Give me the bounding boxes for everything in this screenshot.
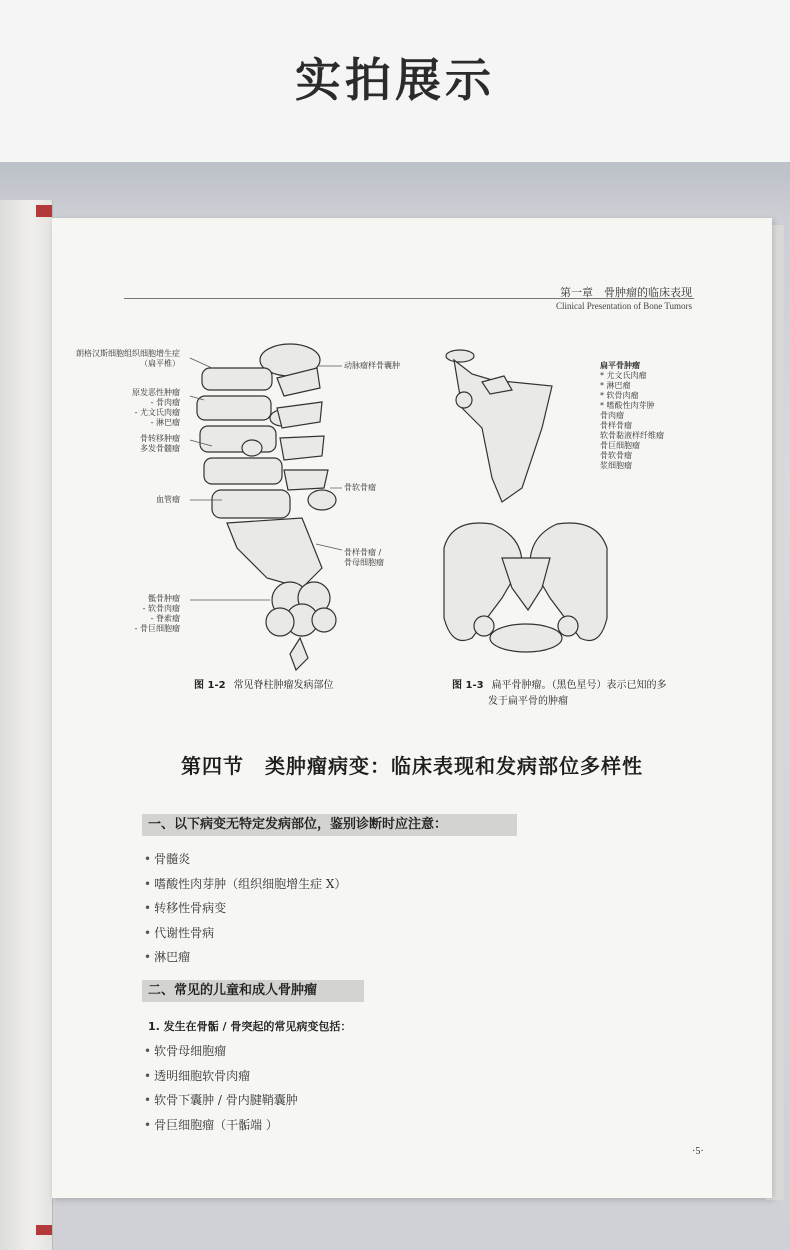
list-item: • 转移性骨病变 [144, 901, 227, 915]
star-icon: * [600, 371, 607, 380]
fig12-label: - 脊索瘤 [150, 614, 180, 623]
fig12-caption [194, 678, 334, 694]
fig13-caption [452, 678, 667, 710]
sub1-title: 一、以下病变无特定发病部位，鉴别诊断时应注意： [148, 817, 448, 832]
fig13-legend-item: 骨软骨瘤 [600, 451, 632, 460]
list-item: • 骨巨细胞瘤（干骺端 ） [144, 1117, 278, 1132]
pelvis-illustration [444, 523, 607, 652]
top-banner [0, 0, 790, 162]
book-page [52, 218, 772, 1198]
fig12-label: 骨转移肿瘤 [140, 434, 180, 443]
fig12-label: 朗格汉斯细胞组织细胞增生症 [76, 349, 180, 358]
fig12-label: - 尤文氏肉瘤 [134, 408, 180, 417]
fig13-caption-line1: 扁平骨肿瘤。（黑色星号）表示已知的多 [491, 680, 667, 691]
fig12-label-sacral [135, 594, 180, 634]
list-item: • 透明细胞软骨肉瘤 [144, 1068, 251, 1083]
star-icon: * [600, 401, 607, 410]
fig12-label: 多发骨髓瘤 [140, 444, 180, 453]
fig12-label-hemangioma [156, 495, 180, 505]
fig13-legend-item: * 软骨肉瘤 [600, 391, 639, 400]
sub2-subtitle: 1. 发生在骨骺 / 骨突起的常见病变包括： [148, 1020, 352, 1033]
page-number: ·5· [692, 1146, 704, 1157]
fig12-label: - 骨肉瘤 [150, 398, 180, 407]
fig12-label-lch [76, 349, 180, 369]
fig13-legend-item: 骨巨细胞瘤 [600, 441, 640, 450]
banner-title: 实拍展示 [295, 53, 495, 107]
table-edge [0, 162, 790, 222]
section-title: 第四节 类肿瘤病变：临床表现和发病部位多样性 [181, 754, 643, 778]
list-item: • 软骨下囊肿 / 骨内腱鞘囊肿 [144, 1093, 298, 1107]
star-icon: * [600, 391, 607, 400]
fig13-legend-item: 软骨黏液样纤维瘤 [600, 431, 664, 440]
list-item: • 代谢性骨病 [144, 925, 215, 940]
fig12-label: 骶骨肿瘤 [148, 594, 180, 603]
fig13-legend-item: * 淋巴瘤 [600, 381, 631, 390]
list-item: • 软骨母细胞瘤 [144, 1044, 227, 1058]
fig13-legend-item: * 嗜酸性肉芽肿 [600, 401, 655, 410]
fig12-label: - 软骨肉瘤 [142, 604, 180, 613]
bookmark-ribbon-bottom [36, 1225, 52, 1235]
fig12-caption-num: 图 1-2 [194, 680, 226, 691]
fig12-label-osteochondroma: 骨软骨瘤 [344, 483, 376, 492]
sub2-list [144, 1042, 298, 1140]
fig13-legend-item: 骨样骨瘤 [600, 421, 632, 430]
fig13-legend-item: 浆细胞瘤 [600, 461, 632, 470]
fig12-label-primary [132, 388, 180, 428]
header-chapter-en: Clinical Presentation of Bone Tumors [556, 301, 692, 311]
sub2-title: 二、常见的儿童和成人骨肿瘤 [148, 983, 318, 998]
fig13-legend-item: 骨肉瘤 [600, 411, 624, 420]
scapula-illustration [446, 350, 552, 502]
spine-illustration [197, 344, 336, 670]
bookmark-ribbon [36, 205, 52, 217]
fig12-label-abc: 动脉瘤样骨囊肿 [344, 361, 400, 370]
fig12-label: 骨母细胞瘤 [344, 558, 384, 567]
star-icon: * [600, 381, 607, 390]
fig12-label-osteoid [344, 548, 384, 568]
fig13-caption-num: 图 1-3 [452, 680, 484, 691]
fig12-caption-text: 常见脊柱肿瘤发病部位 [233, 680, 334, 691]
fig13-legend-title: 扁平骨肿瘤 [600, 361, 640, 370]
header-chapter-cn: 第一章 骨肿瘤的临床表现 [560, 286, 692, 299]
book-left-page-edge [0, 200, 53, 1250]
fig12-label: 骨样骨瘤 / [344, 548, 382, 557]
sub1-list [144, 850, 346, 973]
fig12-label: - 骨巨细胞瘤 [134, 624, 180, 633]
fig12-label: - 淋巴瘤 [150, 418, 180, 427]
fig12-label: （扁平椎） [140, 359, 180, 368]
list-item: • 淋巴瘤 [144, 950, 191, 964]
fig12-label-metastasis [140, 434, 180, 454]
fig13-legend [600, 361, 664, 471]
fig13-legend-item: * 尤文氏肉瘤 [600, 371, 647, 380]
fig12-label: 原发恶性肿瘤 [132, 388, 180, 397]
fig12-label: 血管瘤 [156, 495, 180, 504]
list-item: • 嗜酸性肉芽肿（组织细胞增生症 X） [144, 876, 347, 891]
list-item: • 骨髓炎 [144, 852, 191, 866]
fig13-caption-line2: 发于扁平骨的肿瘤 [488, 696, 568, 707]
